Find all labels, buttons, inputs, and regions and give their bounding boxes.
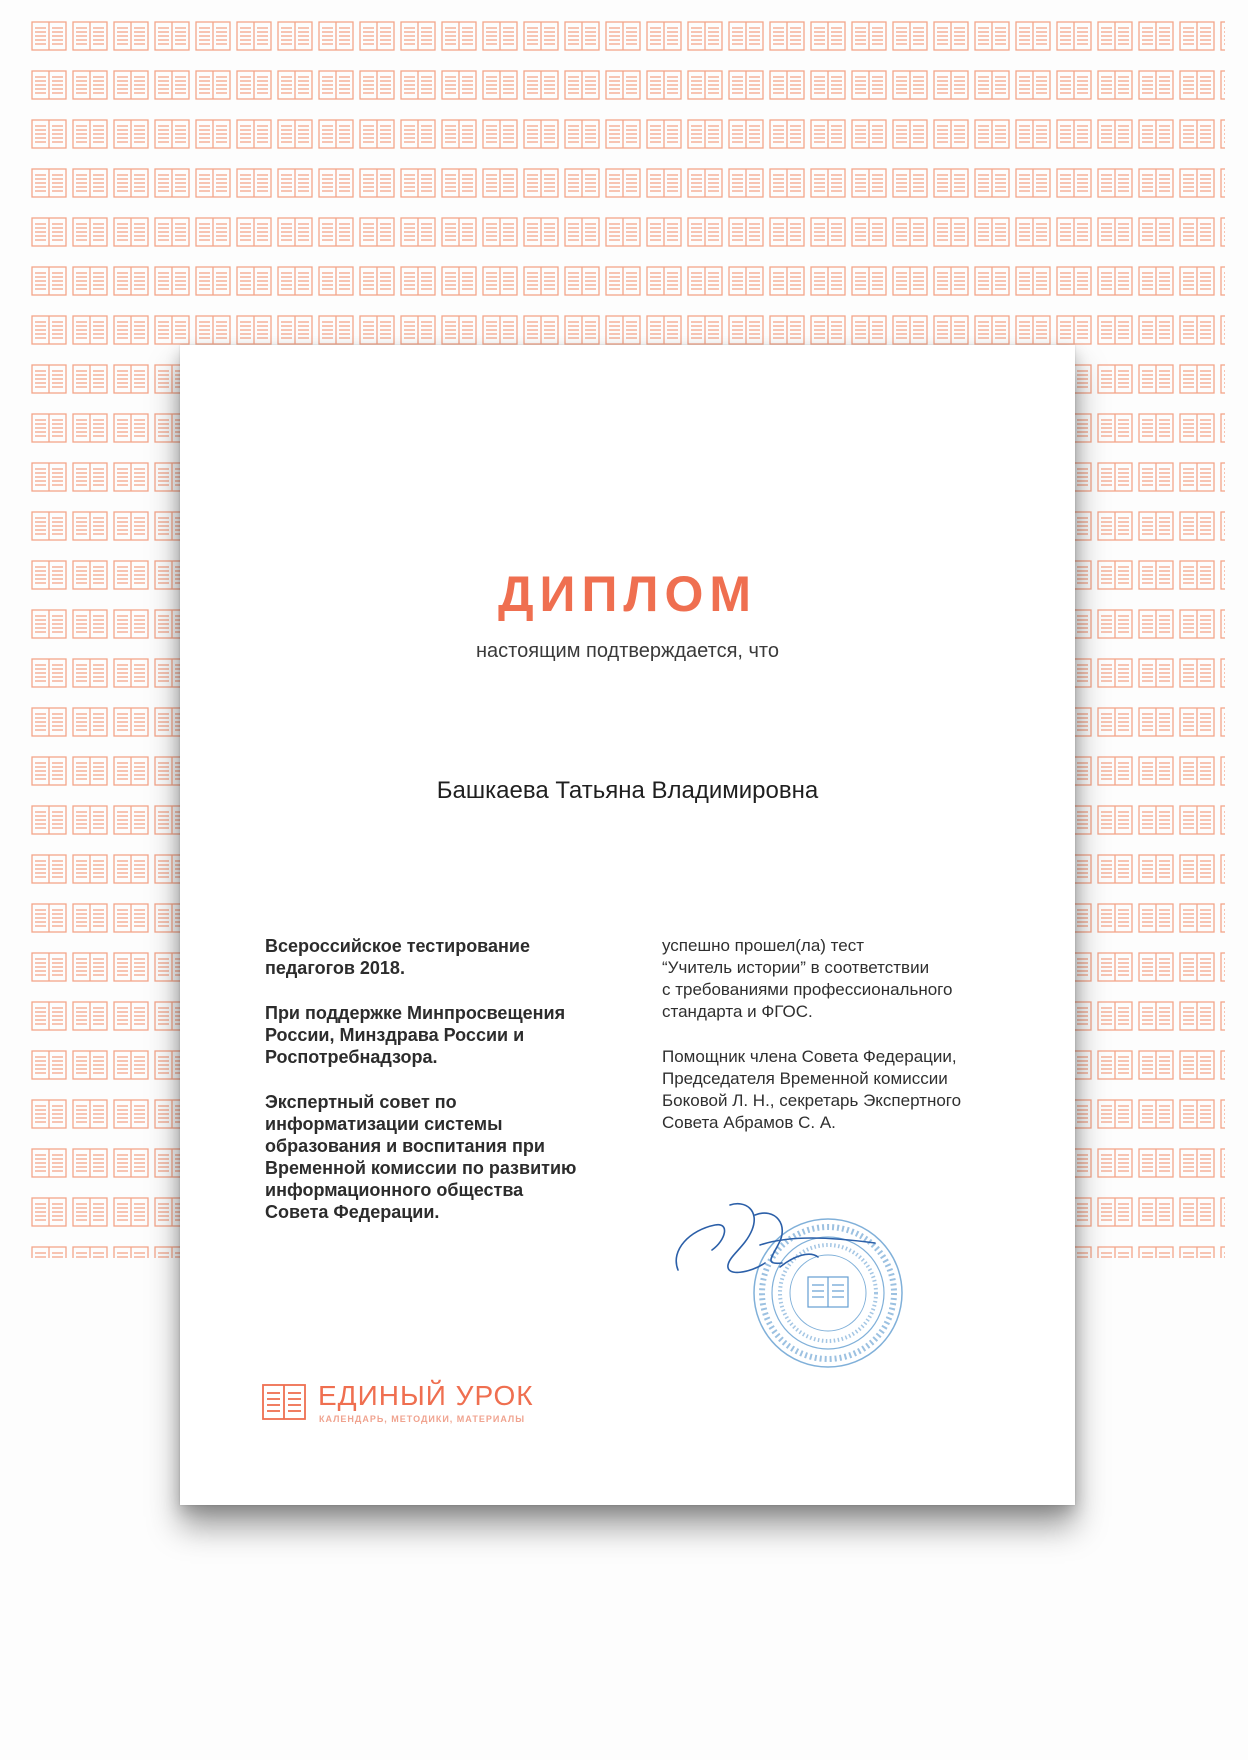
right-paragraph-1: успешно прошел(ла) тест “Учитель истории” в соответствии с требованиями профессионального стандарта и ФГОС. [662, 936, 953, 1021]
left-paragraph-2: При поддержке Минпросвещения России, Минздрава России и Роспотребнадзора. [265, 1003, 566, 1067]
left-column [265, 935, 635, 1246]
logo-tagline: КАЛЕНДАРЬ, МЕТОДИКИ, МАТЕРИАЛЫ [319, 1414, 526, 1424]
right-paragraph-2: Помощник члена Совета Федерации, Председателя Временной комиссии Боковой Л. Н., секретарь Экспертного Совета Абрамов С. А. [662, 1047, 962, 1132]
left-paragraph-1: Всероссийское тестирование педагогов 2018. [265, 936, 530, 978]
diploma-title: ДИПЛОМ [497, 566, 758, 622]
recipient-name: Башкаева Татьяна Владимировна [436, 777, 819, 804]
book-icon [262, 1384, 306, 1420]
left-paragraph-3: Экспертный совет по информатизации системы образования и воспитания при Временной комиссии по развитию информационного общества Совета Федерации. [265, 1092, 577, 1222]
right-column [662, 935, 1042, 1157]
handwritten-signature [660, 1185, 900, 1315]
diploma-subtitle: настоящим подтверждается, что [476, 640, 779, 662]
logo-title: ЕДИНЫЙ УРОК [318, 1380, 534, 1411]
logo [262, 1380, 662, 1430]
diploma-card [180, 345, 1075, 1505]
